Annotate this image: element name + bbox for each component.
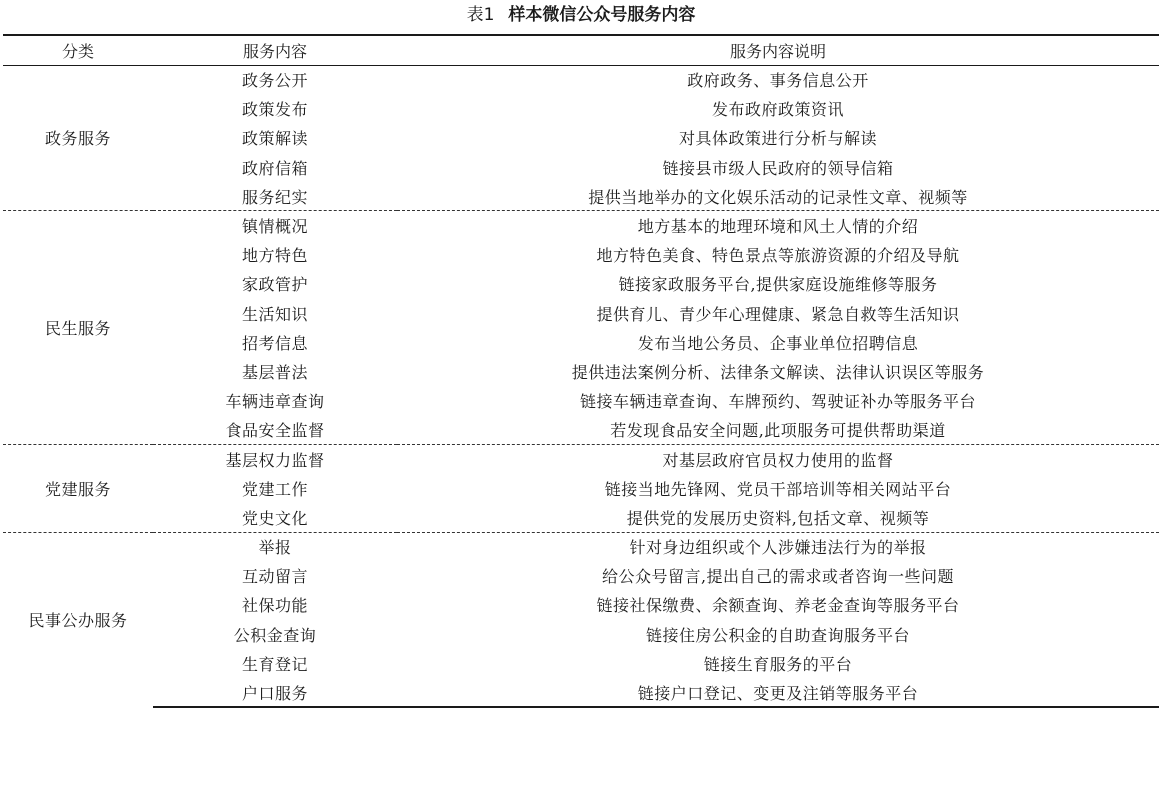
service-cell: 镇情概况 — [153, 211, 397, 240]
description-cell: 发布政府政策资讯 — [711, 100, 844, 120]
table-title: 样本微信公众号服务内容 — [508, 5, 696, 25]
table-row — [3, 503, 1159, 532]
header-service: 服务内容 — [153, 35, 397, 65]
description-cell: 提供党的发展历史资料,包括文章、视频等 — [626, 508, 930, 528]
description-cell: 链接家政服务平台,提供家庭设施维修等服务 — [618, 275, 938, 295]
table-number: 表1 — [466, 5, 495, 25]
table-row — [3, 240, 1159, 269]
service-cell: 政务公开 — [241, 71, 308, 91]
service-cell: 政策发布 — [241, 100, 308, 120]
service-table — [3, 34, 1159, 708]
service-cell: 党史文化 — [241, 508, 308, 528]
table-row — [3, 357, 1159, 386]
header-description: 服务内容说明 — [397, 35, 1159, 65]
table-row — [3, 182, 1159, 211]
table-row — [3, 415, 1159, 444]
table-group — [3, 65, 1159, 211]
category-cell: 政务服务 — [44, 129, 111, 149]
table-row — [3, 474, 1159, 503]
description-cell: 链接生育服务的平台 — [703, 654, 853, 674]
description-cell: 链接当地先锋网、党员干部培训等相关网站平台 — [604, 479, 952, 499]
table-row — [3, 269, 1159, 298]
description-cell: 针对身边组织或个人涉嫌违法行为的举报 — [397, 532, 1159, 561]
service-cell: 基层权力监督 — [153, 444, 397, 473]
description-cell: 链接县市级人民政府的领导信箱 — [662, 158, 894, 178]
table-row — [3, 386, 1159, 415]
category-cell: 党建服务 — [3, 444, 153, 532]
description-cell: 地方基本的地理环境和风土人情的介绍 — [397, 211, 1159, 240]
service-cell: 地方特色 — [241, 246, 308, 266]
description-cell: 对具体政策进行分析与解读 — [678, 129, 877, 149]
table-row — [3, 444, 1159, 473]
table-row — [3, 299, 1159, 328]
service-cell: 党建工作 — [241, 479, 308, 499]
service-cell: 生活知识 — [241, 304, 308, 324]
table-group — [3, 532, 1159, 707]
service-cell: 服务纪实 — [241, 187, 308, 207]
description-cell: 链接户口登记、变更及注销等服务平台 — [397, 678, 1159, 707]
description-cell: 提供育儿、青少年心理健康、紧急自救等生活知识 — [596, 304, 960, 324]
table-row — [3, 649, 1159, 678]
service-cell: 互动留言 — [241, 567, 308, 587]
table-row — [3, 65, 1159, 94]
description-cell: 链接住房公积金的自助查询服务平台 — [645, 625, 910, 645]
header-category: 分类 — [3, 35, 153, 65]
service-cell: 政策解读 — [241, 129, 308, 149]
table-row — [3, 123, 1159, 152]
description-cell: 提供当地举办的文化娱乐活动的记录性文章、视频等 — [588, 187, 968, 207]
service-cell: 户口服务 — [153, 678, 397, 707]
table-row — [3, 678, 1159, 707]
category-cell: 民生服务 — [3, 211, 153, 445]
table-row — [3, 153, 1159, 182]
description-cell: 给公众号留言,提出自己的需求或者咨询一些问题 — [601, 567, 955, 587]
service-cell: 招考信息 — [241, 333, 308, 353]
table-caption — [0, 0, 1162, 30]
description-cell: 提供违法案例分析、法律条文解读、法律认识误区等服务 — [571, 362, 985, 382]
table-row — [3, 590, 1159, 619]
header-row — [3, 35, 1159, 65]
service-cell: 政府信箱 — [241, 158, 308, 178]
service-cell: 基层普法 — [241, 362, 308, 382]
table-group — [3, 444, 1159, 532]
category-cell: 民事公办服务 — [3, 532, 153, 707]
service-cell: 公积金查询 — [233, 625, 317, 645]
service-cell: 食品安全监督 — [225, 421, 325, 441]
table-row — [3, 211, 1159, 240]
table-row — [3, 94, 1159, 123]
table-row — [3, 328, 1159, 357]
description-cell: 若发现食品安全问题,此项服务可提供帮助渠道 — [610, 421, 946, 441]
description-cell: 链接社保缴费、余额查询、养老金查询等服务平台 — [596, 596, 960, 616]
table-row — [3, 532, 1159, 561]
service-cell: 车辆违章查询 — [225, 392, 325, 412]
service-cell: 举报 — [153, 532, 397, 561]
service-cell: 家政管护 — [241, 275, 308, 295]
description-cell: 地方特色美食、特色景点等旅游资源的介绍及导航 — [596, 246, 960, 266]
service-cell: 生育登记 — [241, 654, 308, 674]
description-cell: 链接车辆违章查询、车牌预约、驾驶证补办等服务平台 — [579, 392, 976, 412]
description-cell: 政府政务、事务信息公开 — [687, 71, 869, 91]
table-row — [3, 561, 1159, 590]
description-cell: 对基层政府官员权力使用的监督 — [397, 444, 1159, 473]
table-header — [3, 35, 1159, 65]
description-cell: 发布当地公务员、企事业单位招聘信息 — [637, 333, 919, 353]
table-group — [3, 211, 1159, 445]
table-row — [3, 620, 1159, 649]
service-cell: 社保功能 — [241, 596, 308, 616]
